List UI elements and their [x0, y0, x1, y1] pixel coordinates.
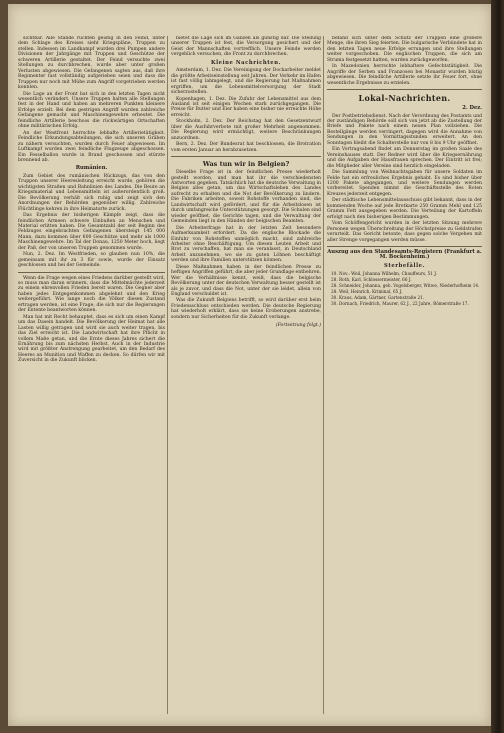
list-item: 28. Schneider, Johanna, geb. Vogelsberger, Witwe, Niederhofheim 14.	[331, 283, 480, 289]
column-left	[18, 36, 165, 716]
column-right	[327, 36, 482, 716]
news-item: Kopenhagen, 1. Dez. Die Zufuhr der Lebensmittel aus dem Ausland ist seit einigen Wochen stark zurückgegangen. Die Preise für Butter und Eier haben eine bisher nie erreichte Höhe erreicht.	[171, 96, 321, 118]
list-item: 30. Dornach, Friedrich, Maurer, 62 J., 22 Jahre, Römerstraße 17.	[331, 301, 469, 307]
divider	[18, 272, 165, 273]
article-paragraph: Der Postbetriebsdienst. Nach der Verordnung des Postamts und der zuständigen Behörde soll sich von jetzt ab die Zustellung der Briefe und Pakete nach einem neuen Plan vollziehen. Die Bestellgänge werden verringert, dagegen wird die Annahme von Sendungen in den Vormittagsstunden erweitert. An den Sonntagen bleibt die Schalterstelle nur von 8 bis 9 Uhr geöffnet.	[327, 113, 482, 146]
section-heading-lokal-nachrichten: Lokal-Nachrichten.	[358, 93, 451, 104]
news-item: Amsterdam, 1. Dez. Die Vereinigung der Dockarbeiter meldet die größte Arbeitseinstellung seit Jahren. Der Verkehr im Hafen ist fast völlig lahmgelegt, und die Regierung hat Maßnahmen ergriffen, um die Lebensmittelversorgung der Stadt sicherzustellen.	[171, 68, 321, 96]
registry-subheading: Sterbefälle.	[384, 262, 425, 269]
list-item: 28. Weil, Heinrich, Kriminal, 65 J.	[331, 289, 403, 295]
article-title-belgien: Was tun wir in Belgien?	[202, 160, 290, 169]
article-paragraph: Der städtische Lebensmittelausschuss gibt bekannt, dass in der kommenden Woche auf jede Brotkarte 250 Gramm Mehl und 125 Gramm Fett ausgegeben werden. Die Verteilung der Kartoffeln erfolgt nach den bisherigen Bestimmungen.	[327, 198, 482, 220]
list-item: 10. Nov.: Weil, Johanna Wilhelm, Chauffeurs, 51 J.	[331, 271, 437, 277]
registry-heading: Auszug aus den Standesamts-Registern (Frankfurt a. M. Bockenheim.)	[327, 248, 482, 261]
section-heading-kleine-nachrichten: Kleine Nachrichten.	[211, 59, 281, 66]
article-paragraph: Dieselbe Frage ist in der feindlichen Presse wiederholt gestellt worden, und man hat ihr die verschiedensten Antworten gegeben. Tatsächlich hat die deutsche Verwaltung in Belgien alles getan, um das Wirtschaftsleben des Landes aufrecht zu erhalten und die Not der Bevölkerung zu lindern. Die Fabriken arbeiten, soweit Rohstoffe vorhanden sind, die Landwirtschaft wird gefördert, und für die Arbeitslosen ist durch umfangreiche Unterstützungen gesorgt. Die Schulen sind wieder geöffnet, die Gerichte tagen, und die Verwaltung der Gemeinden liegt in den Händen der belgischen Beamten.	[171, 170, 321, 225]
article-paragraph: Wenn die Frage wegen eines Friedens darüber gestellt wird, so muss man daran erinnern, dass die Mittelmächte jederzeit zu einem ehrenvollen Frieden bereit waren. Die Gegner aber haben jedes Entgegenkommen abgelehnt und den Krieg weitergeführt. Wie lange noch die Völker diesen Zustand ertragen werden, ist eine Frage, die sich nur die Regierungen der Entente beantworten können.	[18, 275, 165, 314]
book-binding-edge	[491, 0, 504, 733]
news-item: Stockholm, 2. Dez. Der Reichstag hat den Gesetzentwurf über die Ausfuhrverbote mit großer Mehrheit angenommen. Die Regierung wird ermächtigt, weitere Beschränkungen anzuordnen.	[171, 119, 321, 141]
article-paragraph: Diese Maßnahmen haben in der feindlichen Presse zu heftigen Angriffen geführt, die aber jeder Grundlage entbehren. Wer die Verhältnisse kennt, weiß, dass die belgische Bevölkerung unter der deutschen Verwaltung besser gestellt ist als je zuvor, und dass die Not, unter der sie leidet, allein von England verschuldet ist.	[171, 264, 321, 298]
column-rule	[323, 36, 324, 714]
divider	[327, 89, 482, 90]
news-item: Bern, 2. Dez. Der Bundesrat hat beschlossen, die Brotration vom ersten Januar an herabzusetzen.	[171, 142, 321, 153]
article-paragraph: Die Arbeiterfrage hat in der letzten Zeit besondere Aufmerksamkeit erfordert. Da die englische Blockade die Einfuhr von Rohstoffen unmöglich macht, sind zahlreiche Arbeiter ohne Beschäftigung. Um diesen Leuten Arbeit und Brot zu verschaffen, hat man sie veranlasst, in Deutschland Arbeit anzunehmen, wo sie zu guten Löhnen beschäftigt werden und ihre Familien unterstützen können.	[171, 225, 321, 264]
article-paragraph: Was die Zukunft Belgiens betrifft, so wird darüber erst beim Friedensschluss entschieden werden. Die deutsche Regierung hat wiederholt erklärt, dass sie keine Eroberungen anstrebe, sondern nur Sicherheiten für die Zukunft verlange.	[171, 298, 321, 320]
continuation-note: (Fortsetzung folgt.)	[275, 323, 321, 329]
article-paragraph: Die Sammlung von Weihnachtsgaben für unsere Soldaten im Felde hat ein erfreuliches Ergebnis gehabt. Es sind bisher über 1200 Pakete abgegangen, und weitere Sendungen werden vorbereitet. Spenden nimmt die Geschäftsstelle des Roten Kreuzes jederzeit entgegen.	[327, 170, 482, 197]
article-paragraph: Vom Schöffengericht wurden in der letzten Sitzung mehrere Personen wegen Überschreitung der Höchstpreise zu Geldstrafen verurteilt. Das Gericht betonte, dass gegen solche Vergehen mit aller Strenge vorgegangen werden müsse.	[327, 221, 482, 243]
article-paragraph: Ein Vortragsabend findet am Donnerstag im großen Saale des Vereinshauses statt. Der Redner wird über die Kriegsernährung und die Aufgaben der Hausfrauen sprechen. Der Eintritt ist frei; die Mitglieder aller Vereine sind herzlich eingeladen.	[327, 147, 482, 169]
article-paragraph: Das Ergebnis der bisherigen Kämpfe zeigt, dass die feindlichen Armeen schwere Einbußen an Menschen und Material erlitten haben. Die Gesamtzahl der seit Beginn des Feldzuges eingebrachten Gefangenen übersteigt 145 000 Mann, dazu kommen über 600 Geschütze und mehr als 1000 Maschinengewehre. Im Tal der Donau, 1250 Meter hoch, liegt der Paß, der von unseren Truppen genommen wurde.	[18, 213, 165, 251]
article-paragraph: In Mazedonien herrschte lebhaftere Gefechtstätigkeit. Die Angriffe der Serben und Franzosen bei Monastir wurden blutig abgewiesen. Die feindliche Artillerie setzte ihr Feuer fort, ohne wesentliche Ergebnisse zu erzielen.	[327, 64, 482, 86]
article-paragraph: Man hat mit Recht behauptet, dass es sich um einen Kampf um das Dasein handelt. Die Bevölkerung der Heimat hat alle Lasten willig getragen und wird sie auch weiter tragen, bis das Ziel erreicht ist. Die Landwirtschaft hat ihre Pflicht in vollem Maße getan, und die Ernte dieses Jahres sichert die Ernährung bis zum nächsten Herbst. Auch in der Industrie wird mit größter Anstrengung gearbeitet, um den Bedarf des Heeres an Munition und Waffen zu decken. So dürfen wir mit Zuversicht in die Zukunft blicken.	[18, 314, 165, 364]
article-paragraph: bietet die Lage sich im Ganzen als günstig dar. Die Stellung unserer Truppen ist fest, die Versorgung gesichert und der Geist der Mannschaften vortrefflich. Unsere Feinde werden vergeblich versuchen, die Front zu durchbrechen.	[171, 36, 321, 58]
article-paragraph: Nun, 2. Dez. Im Westfrieden, so glauben nun 10%, die gemeinsam mit ihr zu 3 für sowie, wurde der Einsatz geschlossen und bei der Gemeinde.	[18, 252, 165, 269]
section-heading-rumaenien: Rumänien.	[75, 165, 108, 172]
article-paragraph: An der Westfront herrschte lebhafte Artillerietätigkeit. Feindliche Erkundungsabteilungen, die sich unseren Gräben zu nähern versuchten, wurden durch Feuer abgewiesen. Im Luftkampf wurden zwei feindliche Flugzeuge abgeschossen. Ein Fesselballon wurde in Brand geschossen und stürzte brennend ab.	[18, 130, 165, 163]
newspaper-page	[8, 4, 491, 726]
column-middle	[171, 36, 321, 716]
divider	[171, 156, 321, 157]
list-item: 28. Roth, Karl, Schlossermeister, 66 J.	[331, 277, 412, 283]
article-paragraph: Die Lage an der Front hat sich in den letzten Tagen nicht wesentlich verändert. Unsere Truppen halten alle Stellungen fest in der Hand und haben an mehreren Punkten kleinere Erfolge erzielt. Bei dem gestrigen Angriff wurden zahlreiche Gefangene gemacht und Maschinengewehre erbeutet. Die feindliche Artillerie beschoss die rückwärtigen Ortschaften ohne militärischen Erfolg.	[18, 91, 165, 130]
divider	[327, 246, 482, 247]
column-rule	[167, 36, 168, 714]
dateline: 2. Dez.	[462, 105, 482, 112]
list-item: 30. Kraus, Adam, Gärtner, Gartenstraße 21.	[331, 295, 425, 301]
article-paragraph: sichtbar. Alle Stände rückten geistig in den Feind, unter dem Schlage des Kreises sieht Kriegspläne, Truppen zu stellen. Indessen im Landkampf wurden drei Pumpen andere Divisionen der Jahrgänge mit Truppen und Geschütze der schweren Artillerie gestaltet. Der Feind versuchte zwei Stellungen zu durchbrechen, wurde aber unter großen Verlusten abgewiesen. Die Gefangenen sagten aus, daß ihre Regimenter fast vollständig aufgerieben seien und dass die Truppen nur noch mit Mühe zum Angriff vorgetrieben werden konnten.	[18, 36, 165, 91]
article-paragraph: Zum Gebiet des rumänischen Rückzugs, das von den Truppen unserer Heeresleitung erreicht wurde, gehören die wichtigsten Straßen und Bahnlinien des Landes. Die Beute an Kriegsmaterial und Lebensmitteln ist außerordentlich groß. Die Bevölkerung verhält sich ruhig und zeigt sich den Anordnungen der Behörden gegenüber willig. Zahlreiche Flüchtlinge kehren in ihre Heimatorte zurück.	[18, 173, 165, 212]
death-notices-list	[327, 271, 482, 306]
article-paragraph: befand sich unter dem Schutz der Truppen eine größere Menge, die ihren Sieg feierten. Die bulgarische Verbündete hat in den letzten Tagen neue Erfolge errungen und ihre Stellungen weiter vorgeschoben. Die englischen Truppen, die sich am Struma festgesetzt hatten, wurden zurückgeworfen.	[327, 36, 482, 63]
